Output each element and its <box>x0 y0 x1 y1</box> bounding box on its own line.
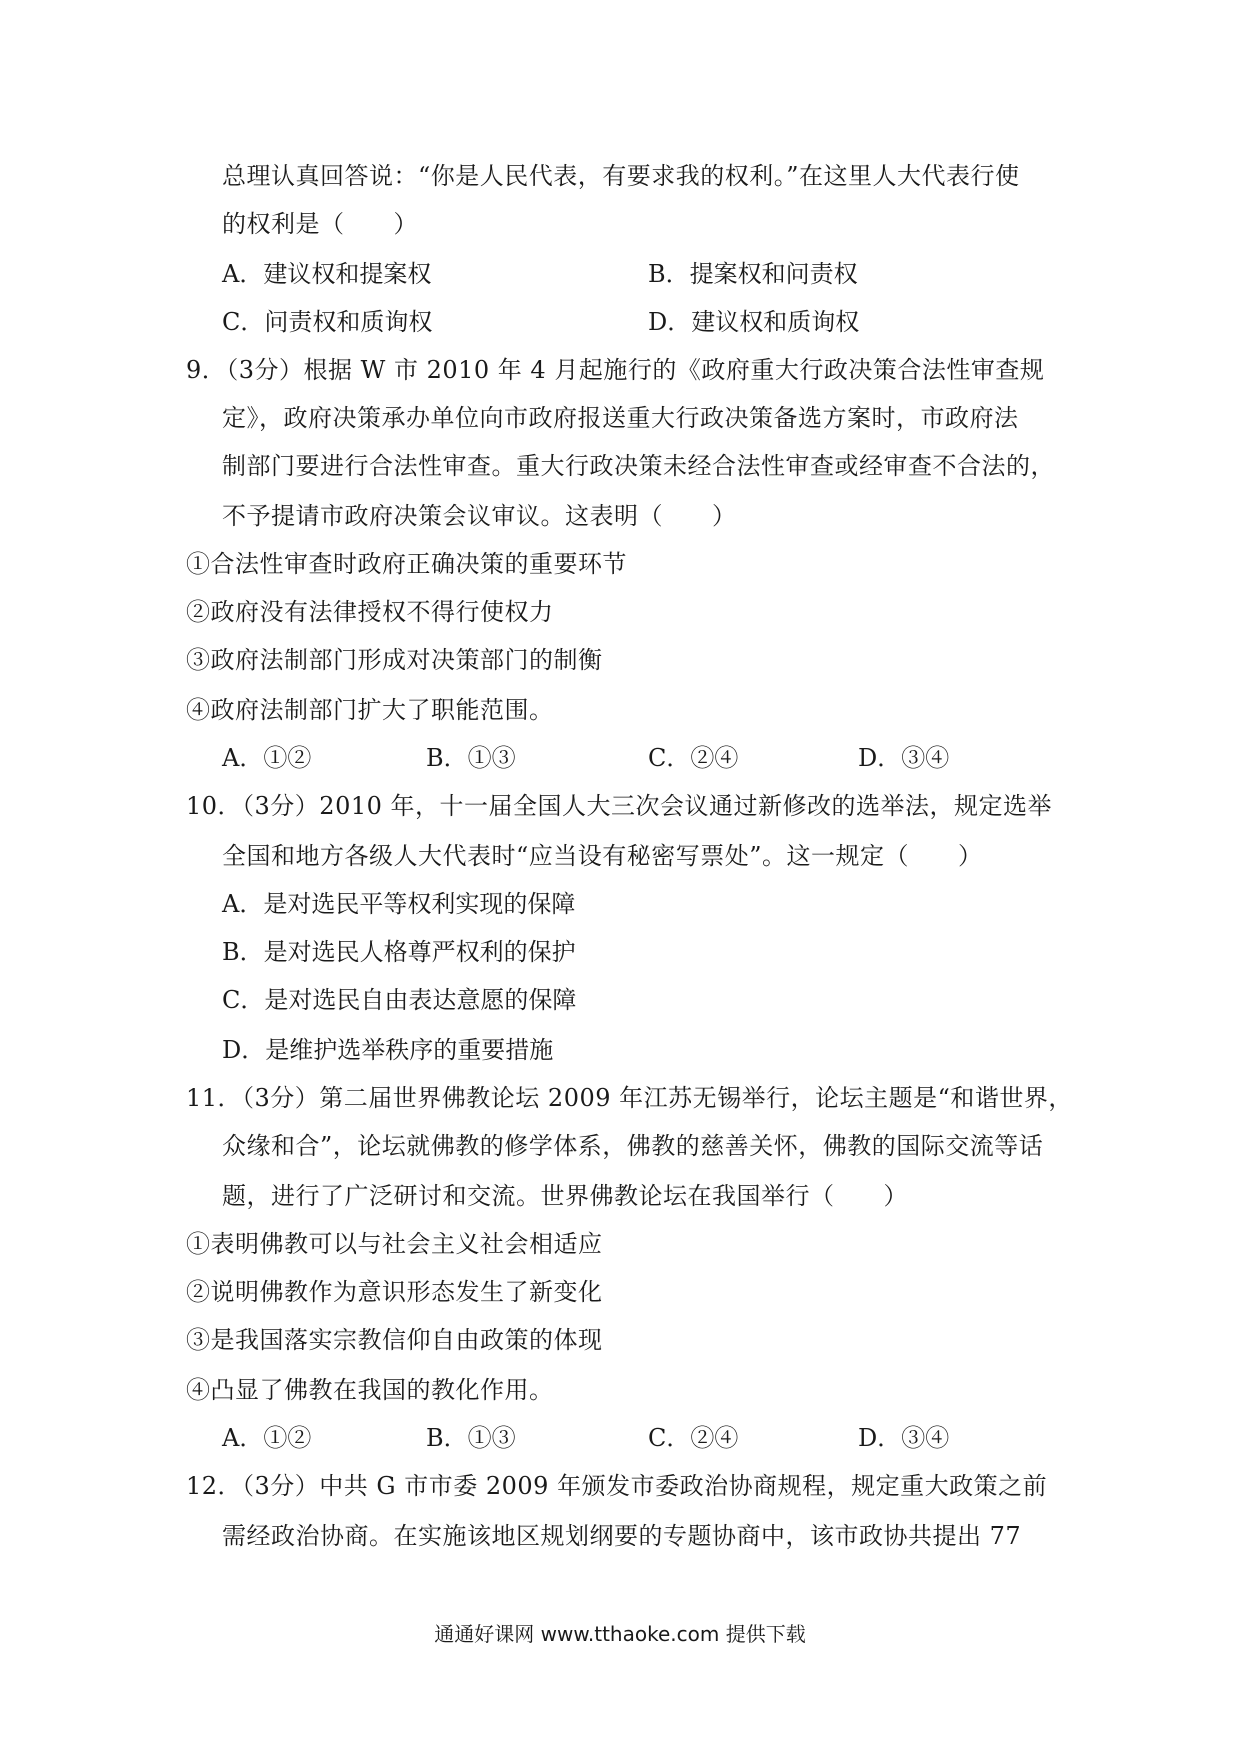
q9-text-line-4: 不予提请市政府决策会议审议。这表明（ ） <box>222 502 737 530</box>
page-footer: 通通好课网 www.tthaoke.com 提供下载 <box>434 1622 806 1646</box>
q9-item-1: ①合法性审查时政府正确决策的重要环节 <box>186 550 627 578</box>
q9-text-line-3: 制部门要进行合法性审查。重大行政决策未经合法性审查或经审查不合法的， <box>222 452 1055 480</box>
q11-text-line-2: 众缘和合”，论坛就佛教的修学体系，佛教的慈善关怀，佛教的国际交流等话 <box>222 1132 1044 1160</box>
q9-option-d: D．③④ <box>858 744 950 772</box>
q8-text-line-1: 总理认真回答说：“你是人民代表，有要求我的权利。”在这里人大代表行使 <box>222 162 1020 190</box>
q11-item-3: ③是我国落实宗教信仰自由政策的体现 <box>186 1326 603 1354</box>
q8-option-d: D．建议权和质询权 <box>648 308 860 336</box>
q9-option-c: C．②④ <box>648 744 739 772</box>
q11-item-2: ②说明佛教作为意识形态发生了新变化 <box>186 1278 603 1306</box>
q8-text-line-2: 的权利是（ ） <box>222 210 418 238</box>
q9-item-2: ②政府没有法律授权不得行使权力 <box>186 598 554 626</box>
q11-option-d: D．③④ <box>858 1424 950 1452</box>
q11-option-a: A．①② <box>222 1424 312 1452</box>
q8-option-b: B．提案权和问责权 <box>648 260 858 288</box>
q9-item-4: ④政府法制部门扩大了职能范围。 <box>186 696 554 724</box>
q10-text-line-2: 全国和地方各级人大代表时“应当设有秘密写票处”。这一规定（ ） <box>222 842 983 870</box>
q10-option-a: A．是对选民平等权利实现的保障 <box>222 890 576 918</box>
q10-option-c: C．是对选民自由表达意愿的保障 <box>222 986 577 1014</box>
q9-option-a: A．①② <box>222 744 312 772</box>
q12-text-line-1: 12．（3分）中共 G 市市委 2009 年颁发市委政治协商规程，规定重大政策之前 <box>186 1472 1048 1500</box>
q9-option-b: B．①③ <box>426 744 516 772</box>
q9-item-3: ③政府法制部门形成对决策部门的制衡 <box>186 646 603 674</box>
q11-text-line-3: 题，进行了广泛研讨和交流。世界佛教论坛在我国举行（ ） <box>222 1182 908 1210</box>
q11-text-line-1: 11．（3分）第二届世界佛教论坛 2009 年江苏无锡举行，论坛主题是“和谐世界， <box>186 1084 1073 1112</box>
q10-text-line-1: 10．（3分）2010 年，十一届全国人大三次会议通过新修改的选举法，规定选举 <box>186 792 1053 820</box>
q8-option-a: A．建议权和提案权 <box>222 260 432 288</box>
q8-option-c: C．问责权和质询权 <box>222 308 433 336</box>
q11-item-1: ①表明佛教可以与社会主义社会相适应 <box>186 1230 603 1258</box>
q9-text-line-1: 9．（3分）根据 W 市 2010 年 4 月起施行的《政府重大行政决策合法性审查规 <box>186 356 1045 384</box>
q11-option-c: C．②④ <box>648 1424 739 1452</box>
q9-text-line-2: 定》，政府决策承办单位向市政府报送重大行政决策备选方案时，市政府法 <box>222 404 1019 432</box>
q10-option-b: B．是对选民人格尊严权利的保护 <box>222 938 576 966</box>
q12-text-line-2: 需经政治协商。在实施该地区规划纲要的专题协商中，该市政协共提出 77 <box>222 1522 1022 1550</box>
q11-option-b: B．①③ <box>426 1424 516 1452</box>
q11-item-4: ④凸显了佛教在我国的教化作用。 <box>186 1376 554 1404</box>
q10-option-d: D．是维护选举秩序的重要措施 <box>222 1036 554 1064</box>
